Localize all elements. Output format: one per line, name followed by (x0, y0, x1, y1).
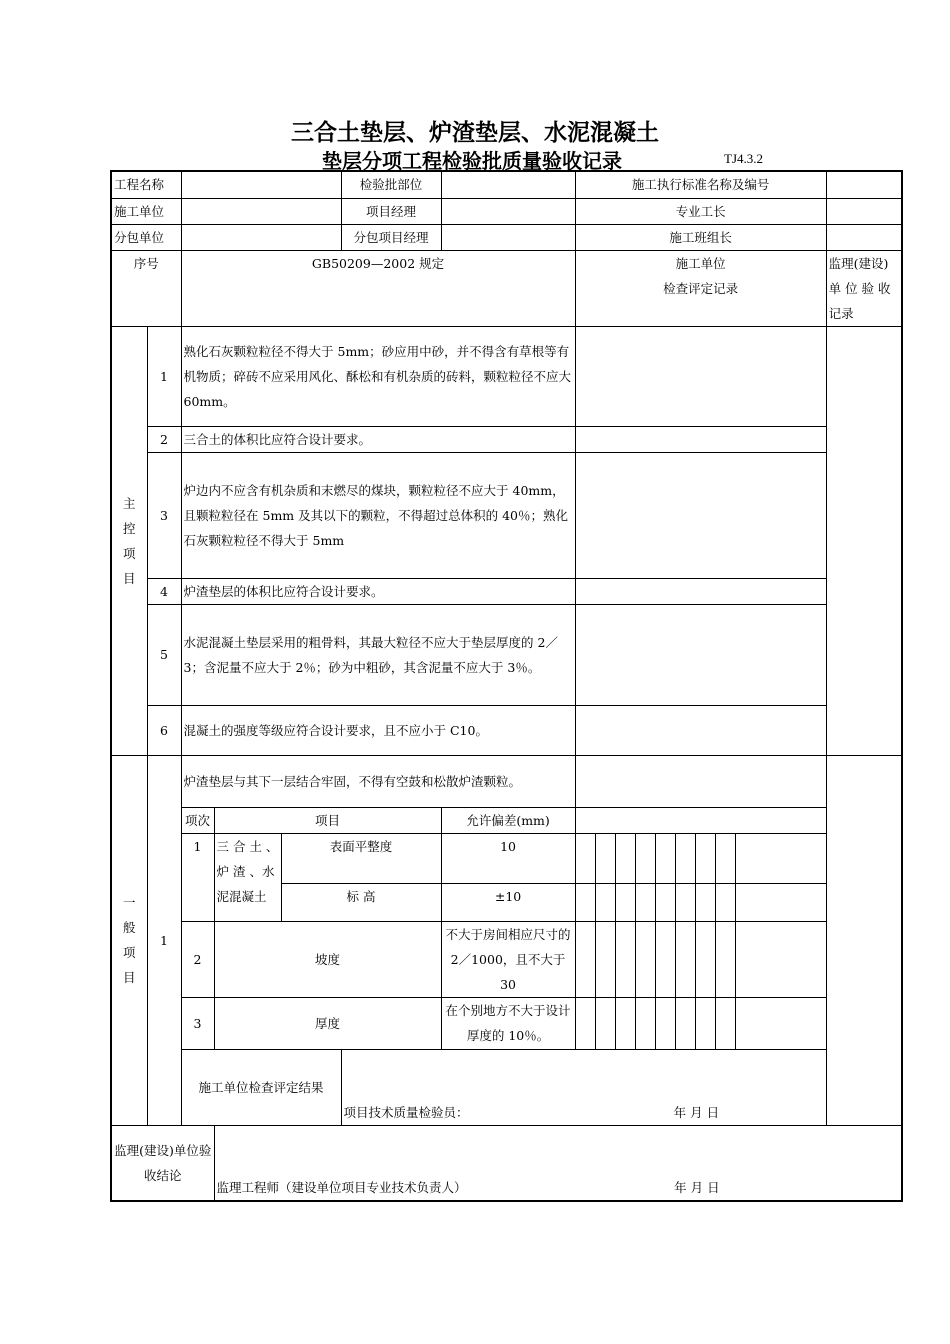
measure-cell[interactable] (635, 833, 655, 883)
sub-item-header: 项目 (214, 807, 441, 833)
main-control-char: 项 (122, 545, 136, 561)
tolerance-item: 坡度 (214, 921, 441, 997)
sub-no-header: 项次 (181, 807, 214, 833)
main-item-check[interactable] (575, 705, 826, 755)
construction-unit-label: 施工单位 (111, 198, 181, 224)
main-item-no: 3 (147, 452, 181, 578)
sub-check-header[interactable] (575, 807, 826, 833)
measure-cell[interactable] (615, 997, 635, 1049)
tolerance-row-no: 1 (181, 833, 214, 921)
measure-cell[interactable] (655, 921, 675, 997)
standard-label: 施工执行标准名称及编号 (575, 171, 826, 198)
general-item-text: 炉渣垫层与其下一层结合牢固，不得有空鼓和松散炉渣颗粒。 (181, 755, 575, 807)
main-item-check[interactable] (575, 604, 826, 705)
tolerance-row-no: 3 (181, 997, 214, 1049)
main-item-no: 6 (147, 705, 181, 755)
main-item-no: 5 (147, 604, 181, 705)
measure-cell[interactable] (675, 883, 695, 921)
construction-check-label: 施工单位检查评定结果 (181, 1049, 341, 1125)
subcontractor-label: 分包单位 (111, 224, 181, 250)
main-control-supervisor[interactable] (826, 326, 902, 755)
main-control-char: 控 (122, 520, 136, 536)
supervisor-header-line2: 单 位 验 收 (828, 280, 891, 296)
measure-cell[interactable] (715, 883, 735, 921)
main-item-text: 混凝土的强度等级应符合设计要求，且不应小于 C10。 (181, 705, 575, 755)
sub-manager-label: 分包项目经理 (341, 224, 441, 250)
measure-cell[interactable] (675, 997, 695, 1049)
main-item-text: 三合土的体积比应符合设计要求。 (181, 426, 575, 452)
tolerance-item: 厚度 (214, 997, 441, 1049)
foreman-label: 专业工长 (575, 198, 826, 224)
general-char: 项 (122, 945, 136, 960)
measure-cell[interactable] (695, 883, 715, 921)
measure-cell[interactable] (695, 997, 715, 1049)
tolerance-row-no: 2 (181, 921, 214, 997)
project-name-value[interactable] (181, 171, 341, 198)
measure-summary[interactable] (735, 921, 826, 997)
main-item-no: 2 (147, 426, 181, 452)
measure-cell[interactable] (675, 921, 695, 997)
main-control-label (111, 326, 147, 755)
tolerance-item: 表面平整度 (281, 833, 441, 883)
team-leader-value[interactable] (826, 224, 902, 250)
seq-header: 序号 (111, 250, 181, 326)
measure-cell[interactable] (635, 997, 655, 1049)
form-code: TJ4.3.2 (724, 151, 763, 166)
tolerance-item: 标 高 (281, 883, 441, 921)
tolerance-value: 在个别地方不大于设计厚度的 10％。 (441, 997, 575, 1049)
title-line2: 垫层分项工程检验批质量验收记录 (322, 149, 622, 173)
construction-check-area[interactable] (341, 1049, 902, 1125)
spec-header: GB50209—2002 规定 (181, 250, 575, 326)
general-char: 般 (122, 920, 136, 935)
main-item-no: 1 (147, 326, 181, 426)
measure-summary[interactable] (735, 997, 826, 1049)
main-item-text: 炉边内不应含有机杂质和末燃尽的煤块，颗粒粒径不应大于 40mm，且颗粒粒径在 5mm 及其以下的颗粒，不得超过总体积的 40％；熟化石灰颗粒粒径不得大于 5mm (181, 452, 575, 578)
engineer-label: 监理工程师（建设单位项目专业技术负责人） (216, 1180, 467, 1195)
main-item-check[interactable] (575, 578, 826, 604)
construction-unit-value[interactable] (181, 198, 341, 224)
date-label: 年 月 日 (673, 1104, 720, 1120)
measure-cell[interactable] (655, 883, 675, 921)
measure-cell[interactable] (715, 833, 735, 883)
sub-manager-value[interactable] (441, 224, 575, 250)
measure-summary[interactable] (735, 833, 826, 883)
measure-summary[interactable] (735, 883, 826, 921)
measure-cell[interactable] (615, 921, 635, 997)
inspector-label: 项目技术质量检验员： (343, 1104, 469, 1120)
supervisor-conclusion-area[interactable] (214, 1125, 902, 1201)
check-header-line2: 检查评定记录 (663, 280, 739, 296)
tolerance-value: 10 (441, 833, 575, 883)
measure-cell[interactable] (615, 833, 635, 883)
batch-part-value[interactable] (441, 171, 575, 198)
record-table (110, 170, 903, 1202)
measure-cell[interactable] (595, 883, 615, 921)
measure-cell[interactable] (595, 921, 615, 997)
measure-cell[interactable] (655, 833, 675, 883)
check-header (575, 250, 826, 326)
date-label: 年 月 日 (674, 1180, 720, 1195)
team-leader-label: 施工班组长 (575, 224, 826, 250)
project-name-label: 工程名称 (111, 171, 181, 198)
general-char: 目 (122, 970, 136, 985)
measure-cell[interactable] (575, 921, 595, 997)
measure-cell[interactable] (595, 997, 615, 1049)
measure-cell[interactable] (575, 997, 595, 1049)
foreman-value[interactable] (826, 198, 902, 224)
measure-cell[interactable] (695, 833, 715, 883)
supervisor-header-line3: 记录 (828, 305, 854, 321)
main-item-check[interactable] (575, 426, 826, 452)
project-manager-value[interactable] (441, 198, 575, 224)
batch-part-label: 检验批部位 (341, 171, 441, 198)
main-item-check[interactable] (575, 326, 826, 426)
supervisor-conclusion-label: 监理(建设)单位验收结论 (111, 1125, 214, 1201)
sub-tolerance-header: 允许偏差(mm) (441, 807, 575, 833)
general-item-check[interactable] (575, 755, 826, 807)
main-item-check[interactable] (575, 452, 826, 578)
measure-cell[interactable] (635, 883, 655, 921)
measure-cell[interactable] (655, 997, 675, 1049)
general-label (111, 755, 147, 1125)
measure-cell[interactable] (595, 833, 615, 883)
main-item-text: 水泥混凝土垫层采用的粗骨料，其最大粒径不应大于垫层厚度的 2／3；含泥量不应大于 2％；砂为中粗砂，其含泥量不应大于 3％。 (181, 604, 575, 705)
measure-cell[interactable] (575, 833, 595, 883)
main-item-text: 熟化石灰颗粒粒径不得大于 5mm；砂应用中砂，并不得含有草根等有机物质；碎砖不应采用风化、酥松和有机杂质的砖料，颗粒粒径不应大 60mm。 (181, 326, 575, 426)
measure-cell[interactable] (675, 833, 695, 883)
main-control-char: 主 (122, 495, 136, 511)
measure-cell[interactable] (615, 883, 635, 921)
standard-value[interactable] (826, 171, 902, 198)
supervisor-header-line1: 监理(建设) (828, 255, 889, 271)
main-item-text: 炉渣垫层的体积比应符合设计要求。 (181, 578, 575, 604)
subcontractor-value[interactable] (181, 224, 341, 250)
tolerance-value: 不大于房间相应尺寸的 2／1000，且不大于 30 (441, 921, 575, 997)
title-line1: 三合土垫层、炉渣垫层、水泥混凝土 (291, 120, 659, 146)
check-header-line1: 施工单位 (675, 255, 726, 271)
general-item-no: 1 (147, 755, 181, 1125)
measure-cell[interactable] (575, 883, 595, 921)
measure-cell[interactable] (715, 997, 735, 1049)
tolerance-value: ±10 (441, 883, 575, 921)
general-char: 一 (122, 895, 136, 910)
measure-cell[interactable] (695, 921, 715, 997)
material-cell: 三 合 土 、炉 渣 、水 泥混凝土 (214, 833, 281, 921)
measure-cell[interactable] (635, 921, 655, 997)
project-manager-label: 项目经理 (341, 198, 441, 224)
main-control-char: 目 (122, 570, 136, 586)
measure-cell[interactable] (715, 921, 735, 997)
supervisor-header (826, 250, 902, 326)
main-item-no: 4 (147, 578, 181, 604)
